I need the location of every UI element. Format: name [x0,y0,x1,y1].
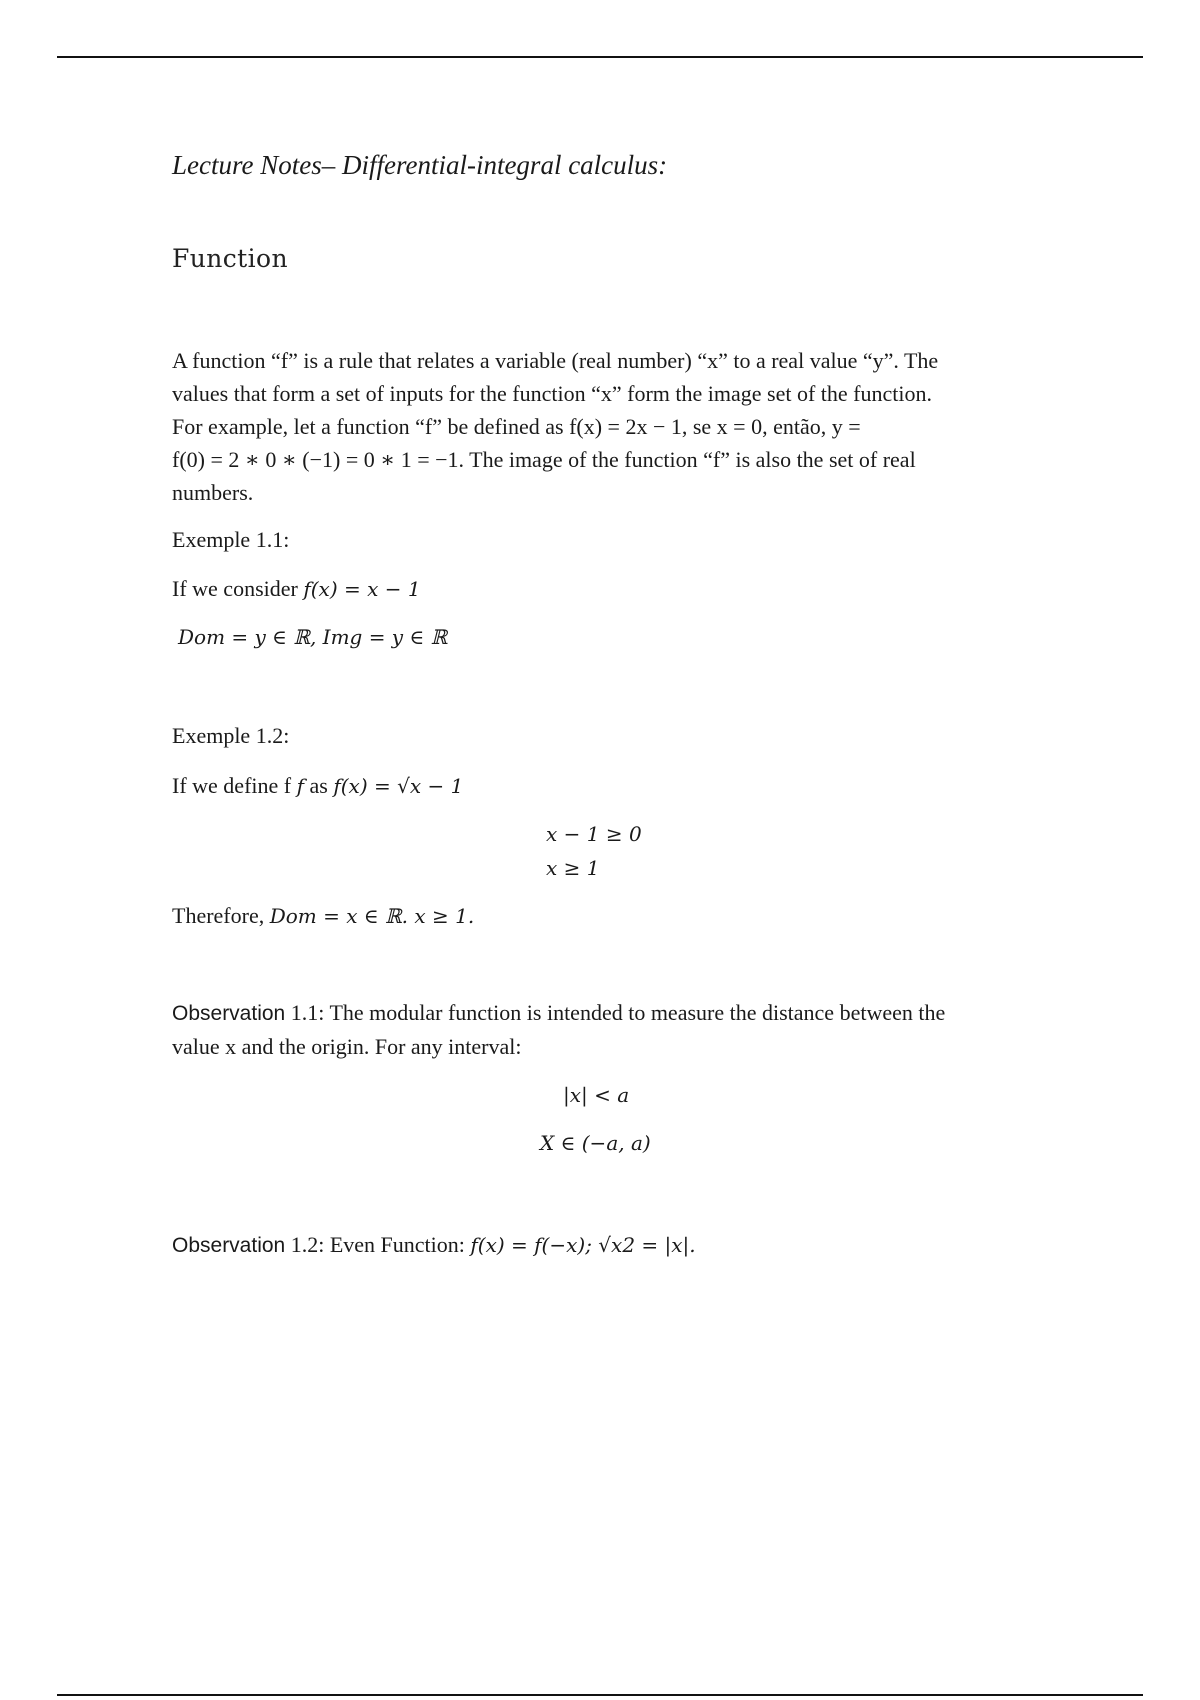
example-1-2-conclusion [172,903,474,929]
observation-1-1-line-2: value x and the origin. For any interval: [172,1034,522,1059]
example-1-2-statement-text: If we define f [172,773,297,798]
header-rule [57,56,1143,58]
intro-line-4: f(0) = 2 ∗ 0 ∗ (−1) = 0 ∗ 1 = −1. The image of the function “f” is also the set of real [172,447,916,472]
intro-line-5: numbers. [172,480,254,505]
observation-1-1-lead: Observation [172,1002,286,1025]
intro-line-2: values that form a set of inputs for the function “x” form the image set of the function. [172,381,932,406]
observation-1-2-lead: Observation [172,1234,286,1257]
example-1-2-function: f(x) = √x − 1 [333,774,464,798]
example-1-2-domain: Dom = x ∈ ℝ. x ≥ 1. [269,904,475,928]
example-1-1-statement [172,576,421,602]
section-heading: Function [172,244,288,273]
example-1-1-statement-text: If we consider [172,576,304,601]
example-1-2-inequality-1: x − 1 ≥ 0 [546,822,642,846]
example-1-2-therefore: Therefore, [172,903,270,928]
observation-1-1-line-1 [172,1000,945,1026]
intro-paragraph [172,344,1052,509]
example-1-2-inequality-2: x ≥ 1 [546,856,600,880]
example-1-1-label: Exemple 1.1: [172,527,290,552]
example-1-2-f: f [296,774,305,798]
example-1-2-label: Exemple 1.2: [172,723,290,748]
observation-1-1-text-1: 1.1: The modular function is intended to measure the distance between the [285,1000,946,1025]
intro-line-1: A function “f” is a rule that relates a variable (real number) “x” to a real value “y”. The [172,348,939,373]
observation-1-1-math-2: X ∈ (−a, a) [540,1131,651,1155]
observation-1-2-text: 1.2: Even Function: [285,1232,471,1257]
example-1-2-as: as [304,773,334,798]
footer-rule [57,1694,1143,1696]
example-1-1-function: f(x) = x − 1 [303,577,421,601]
observation-1-2 [172,1232,696,1258]
observation-1-1-math-1: |x| < a [563,1083,630,1107]
intro-line-3: For example, let a function “f” be defined as f(x) = 2x − 1, se x = 0, então, y = [172,414,861,439]
example-1-2-statement [172,773,463,799]
observation-1-2-math: f(x) = f(−x); √x2 = |x|. [470,1233,696,1257]
document-title: Lecture Notes– Differential-integral calculus: [172,150,668,180]
example-1-1-domain: Dom = y ∈ ℝ, Img = y ∈ ℝ [178,625,448,649]
